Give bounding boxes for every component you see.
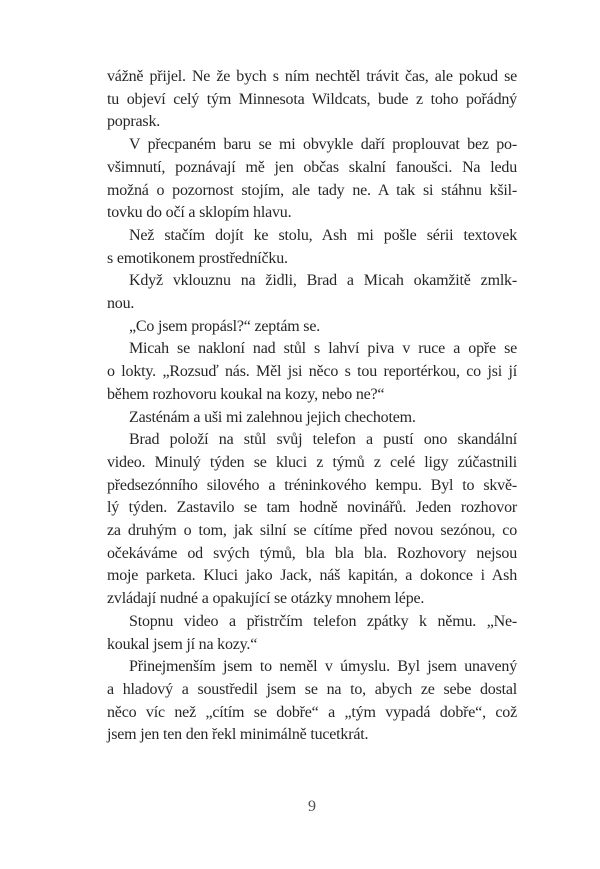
text-line: jsem jen ten den řekl minimálně tucetkrát. xyxy=(107,726,369,744)
text-line: o lokty. „Rozsuď nás. Měl jsi něco s tou reportérkou, co jsi jí xyxy=(107,363,517,381)
page-number: 9 xyxy=(308,798,316,815)
text-line: nou. xyxy=(107,295,135,313)
text-line: koukal jsem jí na kozy.“ xyxy=(107,635,258,653)
text-line: tovku do očí a sklopím hlavu. xyxy=(107,204,292,222)
paragraph xyxy=(107,316,517,339)
text-line: za druhým o tom, jak silní se cítíme před novou sezónou, co xyxy=(107,522,517,540)
text-line: Stopnu video a přistrčím telefon zpátky k němu. „Ne- xyxy=(129,612,517,630)
text-line: Micah se nakloní nad stůl s lahví piva v ruce a opře se xyxy=(129,340,517,358)
text-line: moje parketa. Kluci jako Jack, náš kapitán, a dokonce i Ash xyxy=(107,567,517,585)
paragraph xyxy=(107,407,517,430)
text-line: video. Minulý týden se kluci z týmů z celé ligy zúčastnili xyxy=(107,453,517,471)
text-line: zvládají nudné a opakující se otázky mnohem lépe. xyxy=(107,590,425,608)
text-line: poprask. xyxy=(107,113,161,131)
text-block xyxy=(107,66,517,747)
text-line: Než stačím dojít ke stolu, Ash mi pošle sérii textovek xyxy=(129,226,517,244)
text-line: s emotikonem prostředníčku. xyxy=(107,249,288,267)
text-line: během rozhovoru koukal na kozy, nebo ne?“ xyxy=(107,385,385,403)
text-line: V přecpaném baru se mi obvykle daří proplouvat bez po- xyxy=(129,136,517,154)
text-line: všimnutí, poznávají mě jen občas skalní fanoušci. Na ledu xyxy=(107,158,517,176)
paragraph xyxy=(107,270,517,315)
paragraph xyxy=(107,134,517,225)
text-line: Když vklouznu na židli, Brad a Micah okamžitě zmlk- xyxy=(129,272,517,290)
paragraph xyxy=(107,66,517,134)
text-line: možná o pozornost stojím, ale tady ne. A tak si stáhnu kšil- xyxy=(107,181,517,199)
paragraph xyxy=(107,656,517,747)
text-line: Přinejmenším jsem to neměl v úmyslu. Byl jsem unavený xyxy=(129,658,517,676)
paragraph xyxy=(107,429,517,611)
text-line: očekáváme od svých týmů, bla bla bla. Rozhovory nejsou xyxy=(107,544,517,562)
text-line: vážně přijel. Ne že bych s ním nechtěl trávit čas, ale pokud se xyxy=(107,68,517,85)
paragraph xyxy=(107,225,517,270)
paragraph xyxy=(107,611,517,656)
text-line: něco víc než „cítím se dobře“ a „tým vypadá dobře“, což xyxy=(107,703,517,721)
text-line: a hladový a soustředil jsem se na to, abych ze sebe dostal xyxy=(107,680,517,698)
text-line: „Co jsem propásl?“ zeptám se. xyxy=(129,317,321,335)
text-line: předsezónního silového a tréninkového kempu. Byl to skvě- xyxy=(107,476,517,494)
text-line: Zasténám a uši mi zalehnou jejich chechotem. xyxy=(129,408,416,426)
text-line: Brad položí na stůl svůj telefon a pustí ono skandální xyxy=(129,431,517,449)
text-line: tu objeví celý tým Minnesota Wildcats, bude z toho pořádný xyxy=(107,90,517,108)
text-line: lý týden. Zastavilo se tam hodně novinářů. Jeden rozhovor xyxy=(107,499,517,517)
paragraph xyxy=(107,338,517,406)
